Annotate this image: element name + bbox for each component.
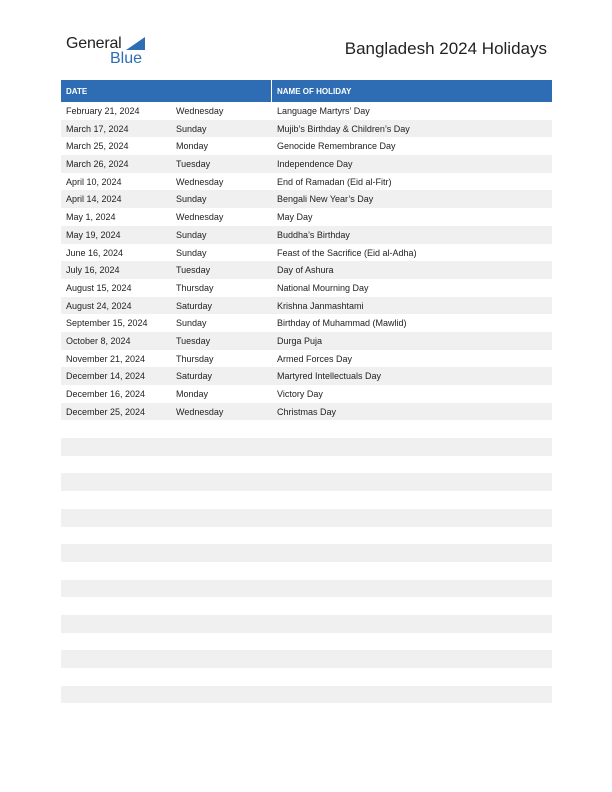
holiday-date: April 14, 2024	[66, 194, 122, 205]
column-header-name: NAME OF HOLIDAY	[277, 87, 352, 96]
table-row	[61, 279, 552, 297]
holiday-name: Mujib’s Birthday & Children’s Day	[277, 123, 410, 134]
holiday-weekday: Sunday	[176, 318, 207, 329]
holiday-name: Christmas Day	[277, 406, 337, 417]
empty-table-row	[61, 650, 552, 668]
empty-table-row	[61, 597, 552, 615]
holiday-weekday: Sunday	[176, 123, 207, 134]
table-row	[61, 190, 552, 208]
holiday-date: September 15, 2024	[66, 318, 148, 329]
holiday-date: October 8, 2024	[66, 335, 131, 346]
holiday-weekday: Wednesday	[176, 212, 224, 223]
table-row	[61, 120, 552, 138]
logo-word-blue: Blue	[110, 50, 143, 67]
holiday-name: Feast of the Sacrifice (Eid al-Adha)	[277, 247, 417, 258]
holiday-date: December 14, 2024	[66, 371, 146, 382]
holiday-table	[61, 80, 552, 721]
holiday-date: March 17, 2024	[66, 123, 129, 134]
holiday-date: November 21, 2024	[66, 353, 146, 364]
empty-table-row	[61, 580, 552, 598]
holiday-weekday: Tuesday	[176, 265, 211, 276]
empty-table-row	[61, 544, 552, 562]
holiday-weekday: Thursday	[176, 353, 214, 364]
holiday-date: May 1, 2024	[66, 212, 116, 223]
holiday-name: Krishna Janmashtami	[277, 300, 364, 311]
holiday-date: June 16, 2024	[66, 247, 124, 258]
holiday-date: March 25, 2024	[66, 141, 129, 152]
empty-table-row	[61, 686, 552, 704]
holiday-date: August 15, 2024	[66, 282, 132, 293]
holiday-weekday: Sunday	[176, 229, 207, 240]
empty-table-row	[61, 668, 552, 686]
table-body	[61, 102, 552, 721]
holiday-weekday: Sunday	[176, 247, 207, 258]
holiday-name: Day of Ashura	[277, 265, 334, 276]
holiday-date: July 16, 2024	[66, 265, 120, 276]
table-row	[61, 102, 552, 120]
table-row	[61, 350, 552, 368]
table-row	[61, 173, 552, 191]
holiday-weekday: Wednesday	[176, 106, 224, 116]
holiday-name: Victory Day	[277, 389, 323, 399]
table-row	[61, 367, 552, 385]
empty-table-row	[61, 420, 552, 438]
holiday-weekday: Saturday	[176, 300, 213, 311]
holiday-name: Language Martyrs’ Day	[277, 106, 370, 116]
holiday-name: Armed Forces Day	[277, 353, 353, 364]
empty-table-row	[61, 562, 552, 580]
empty-table-row	[61, 527, 552, 545]
empty-table-row	[61, 633, 552, 651]
holiday-weekday: Thursday	[176, 282, 214, 293]
table-row	[61, 226, 552, 244]
holiday-name: Bengali New Year’s Day	[277, 194, 374, 205]
holiday-date: December 25, 2024	[66, 406, 146, 417]
column-header-date: DATE	[66, 87, 88, 96]
holiday-date: December 16, 2024	[66, 389, 146, 399]
holiday-weekday: Monday	[176, 141, 209, 152]
holiday-name: End of Ramadan (Eid al-Fitr)	[277, 176, 392, 187]
holiday-name: Buddha’s Birthday	[277, 229, 350, 240]
holiday-name: Birthday of Muhammad (Mawlid)	[277, 318, 407, 329]
logo-word-general: General	[66, 35, 122, 52]
holiday-name: Genocide Remembrance Day	[277, 141, 396, 152]
empty-table-row	[61, 509, 552, 527]
table-row	[61, 261, 552, 279]
empty-table-row	[61, 473, 552, 491]
empty-table-row	[61, 456, 552, 474]
table-header	[61, 80, 552, 102]
table-row	[61, 332, 552, 350]
holiday-date: February 21, 2024	[66, 106, 140, 116]
generalblue-logo	[66, 34, 156, 68]
holiday-date: April 10, 2024	[66, 176, 122, 187]
table-row	[61, 244, 552, 262]
table-row	[61, 314, 552, 332]
table-row	[61, 155, 552, 173]
holiday-weekday: Wednesday	[176, 406, 224, 417]
holiday-name: National Mourning Day	[277, 282, 369, 293]
table-row	[61, 137, 552, 155]
holiday-weekday: Monday	[176, 389, 209, 399]
holiday-weekday: Wednesday	[176, 176, 224, 187]
empty-table-row	[61, 491, 552, 509]
holiday-date: May 19, 2024	[66, 229, 121, 240]
holiday-name: Durga Puja	[277, 335, 323, 346]
holiday-name: May Day	[277, 212, 313, 223]
holiday-date: August 24, 2024	[66, 300, 132, 311]
header-divider	[271, 80, 272, 102]
holiday-weekday: Tuesday	[176, 335, 211, 346]
holiday-name: Independence Day	[277, 159, 353, 170]
holiday-weekday: Saturday	[176, 371, 213, 382]
page-title: Bangladesh 2024 Holidays	[344, 39, 547, 58]
table-row	[61, 297, 552, 315]
holiday-weekday: Sunday	[176, 194, 207, 205]
empty-table-row	[61, 615, 552, 633]
holiday-weekday: Tuesday	[176, 159, 211, 170]
holiday-name: Martyred Intellectuals Day	[277, 371, 382, 382]
holiday-date: March 26, 2024	[66, 159, 129, 170]
empty-table-row	[61, 703, 552, 721]
empty-table-row	[61, 438, 552, 456]
table-row	[61, 385, 552, 403]
table-row	[61, 208, 552, 226]
table-row	[61, 403, 552, 421]
